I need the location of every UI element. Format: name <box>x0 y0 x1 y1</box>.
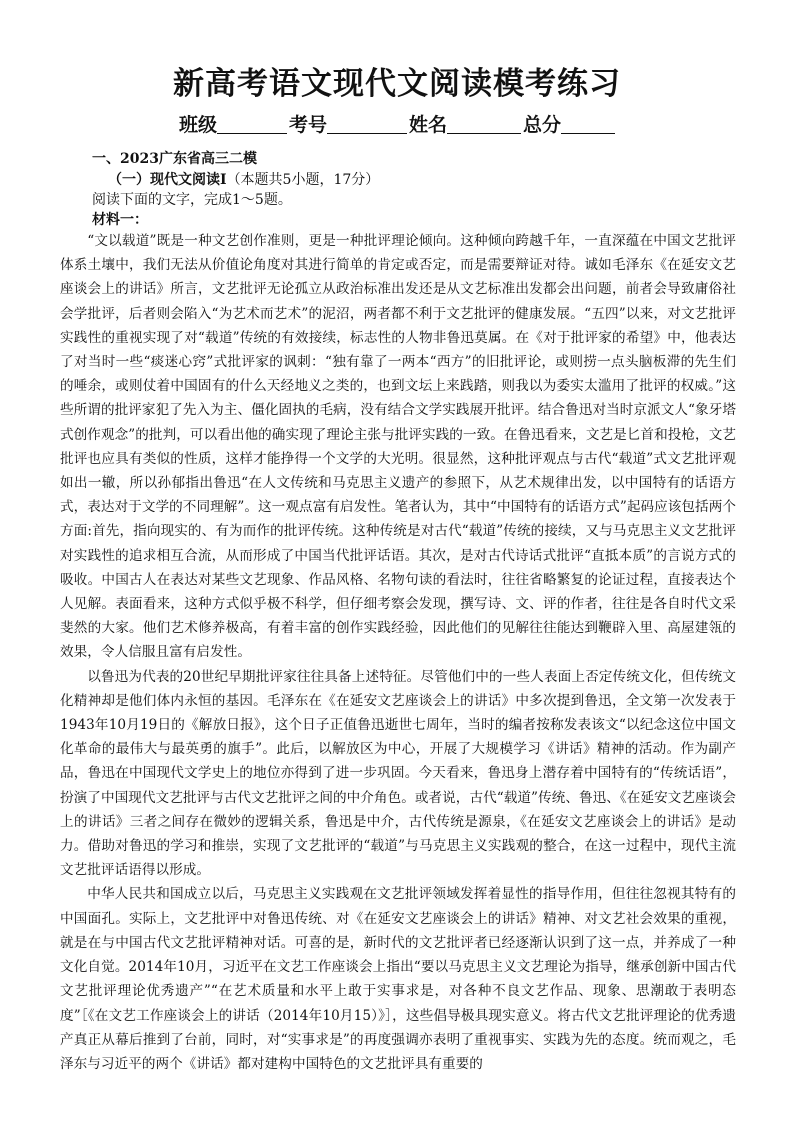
score-label: 总分 <box>523 114 562 136</box>
student-info-row <box>0 110 794 137</box>
score-blank[interactable] <box>561 115 615 134</box>
passage-body <box>60 229 736 1076</box>
page-title: 新高考语文现代文阅读模考练习 <box>173 66 621 102</box>
instruction-text: 阅读下面的文字，完成1～5题。 <box>92 192 292 208</box>
passage-paragraph-1: “文以载道”既是一种文艺创作准则，更是一种批评理论倾向。这种倾向跨越千年，一直深蕴在中国文艺批评体系土壤中，我们无法从价值论角度对其进行简单的肯定或否定，而是需要辩证对待。诚如毛泽东《在延安文艺座谈会上的讲话》所言，文艺批评无论孤立从政治标准出发还是从文艺标准出发都会出问题，前者会导致庸俗社会学批评，后者则会陷入“为艺术而艺术”的泥沼，两者都不利于文艺批评的健康发展。“五四”以来，对文艺批评实践性的重视实现了对“载道”传统的有效接续，标志性的人物非鲁迅莫属。在《对于批评家的希望》中，他表达了对当时一些“痰迷心窍”式批评家的讽刺：“独有靠了一两本“西方”的旧批评论，或则捞一点头脑板滞的先生们的唾余，或则仗着中国固有的什么天经地义之类的，也到文坛上来践踏，则我以为委实太滥用了批评的权威。”这些所谓的批评家犯了先入为主、僵化固执的毛病，没有结合文学实践展开批评。结合鲁迅对当时京派文人“象牙塔式创作观念”的批判，可以看出他的确实现了理论主张与批评实践的一致。在鲁迅看来，文艺是匕首和投枪，文艺批评也应具有类似的性质，这样才能挣得一个文学的大光明。很显然，这种批评观点与古代“载道”式文艺批评观如出一辙，所以孙郁指出鲁迅“在人文传统和马克思主义遗产的参照下，从艺术规律出发，以中国特有的话语方式，表达对于文学的不同理解”。这一观点富有启发性。笔者认为，其中“中国特有的话语方式”起码应该包括两个方面:首先，指向现实的、有为而作的批评传统。这种传统是对古代“载道”传统的接续，又与马克思主义文艺批评对实践性的追求相互合流，从而形成了中国当代批评话语。其次，是对古代诗话式批评“直抵本质”的言说方式的吸收。中国古人在表达对某些文艺现象、作品风格、名物句读的看法时，往往省略繁复的论证过程，直接表达个人见解。表面看来，这种方式似乎极不科学，但仔细考察会发现，撰写诗、文、评的作者，往往是各自时代文采斐然的大家。他们艺术修养极高，有着丰富的创作实践经验，因此他们的见解往往能达到鞭辟入里、高屋建瓴的效果，令人信服且富有启发性。 <box>60 233 736 661</box>
exam-no-label: 考号 <box>288 114 327 136</box>
exam-no-blank[interactable] <box>327 115 407 134</box>
sub-heading <box>108 169 379 189</box>
section-heading: 一、2023广东省高三二模 <box>92 151 257 167</box>
class-blank[interactable] <box>217 115 287 134</box>
material-label: 材料一： <box>92 212 148 228</box>
sub-heading-title: （一）现代文阅读Ⅰ <box>108 172 227 188</box>
name-blank[interactable] <box>447 115 521 134</box>
passage-paragraph-2: 以鲁迅为代表的20世纪早期批评家往往具备上述特征。尽管他们中的一些人表面上否定传统文化，但传统文化精神却是他们体内永恒的基因。毛泽东在《在延安文艺座谈会上的讲话》中多次提到鲁迅，全文第一次发表于1943年10月19日的《解放日报》，这个日子正值鲁迅逝世七周年，当时的编者按称发表该文“以纪念这位中国文化革命的最伟大与最英勇的旗手”。此后，以解放区为中心，开展了大规模学习《讲话》精神的活动。作为副产品，鲁迅在中国现代文学史上的地位亦得到了进一步巩固。今天看来，鲁迅身上潜存着中国特有的“传统话语”，扮演了中国现代文艺批评与古代文艺批评之间的中介角色。或者说，古代“载道”传统、鲁迅、《在延安文艺座谈会上的讲话》三者之间存在微妙的逻辑关系，鲁迅是中介，古代传统是源泉，《在延安文艺座谈会上的讲话》是动力。借助对鲁迅的学习和推崇，实现了文艺批评的“载道”与马克思主义实践观的整合，在这一过程中，现代主流文艺批评话语得以形成。 <box>60 668 736 879</box>
sub-heading-note: （本题共5小题，17分） <box>226 172 380 188</box>
class-label: 班级 <box>178 114 217 136</box>
passage-paragraph-3: 中华人民共和国成立以后，马克思主义实践观在文艺批评领域发挥着显性的指导作用，但往往忽视其特有的中国面孔。实际上，文艺批评中对鲁迅传统、对《在延安文艺座谈会上的讲话》精神、对文艺社会效果的重视，就是在与中国古代文艺批评精神对话。可喜的是，新时代的文艺批评者已经逐渐认识到了这一点，并养成了一种文化自觉。2014年10月，习近平在文艺工作座谈会上指出“要以马克思主义文艺理论为指导，继承创新中国古代文艺批评理论优秀遗产”“在艺术质量和水平上敢于实事求是，对各种不良文艺作品、现象、思潮敢于表明态度”［《在文艺工作座谈会上的讲话（2014年10月15）》］，这些倡导极具现实意义。将古代文艺批评理论的优秀遗产真正从幕后推到了台前，同时，对“实事求是”的再度强调亦表明了重视事实、实践为先的态度。统而观之，毛泽东与习近平的两个《讲话》都对建构中国特色的文艺批评具有重要的 <box>60 886 736 1072</box>
name-label: 姓名 <box>409 114 448 136</box>
